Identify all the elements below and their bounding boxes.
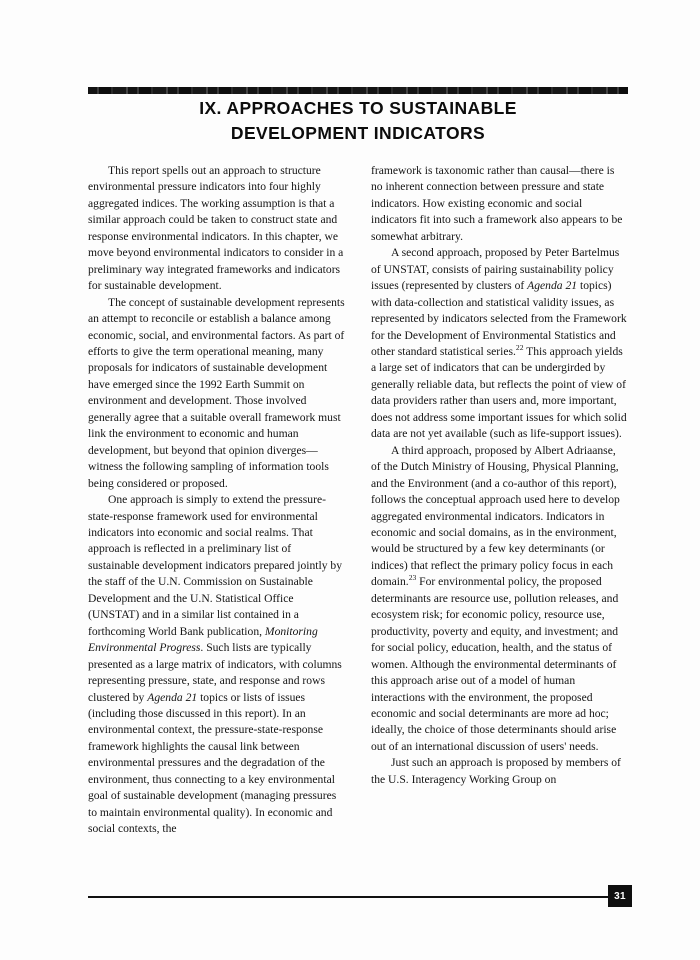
paragraph <box>371 245 628 442</box>
agenda-21-reference: Agenda 21 <box>147 690 198 704</box>
chapter-title-line-1: IX. APPROACHES TO SUSTAINABLE <box>199 98 517 118</box>
paragraph-text: A second approach, proposed by Peter Bartelmus of UNSTAT, consists of pairing sustainability policy issues (represented by clusters of <box>371 246 620 293</box>
paragraph-text: This approach yields a large set of indicators that can be undergirded by generally reliable data, but reflects the point of view of data providers rather than users and, more important, does not address some important issues for which solid data are not yet available (such as life-support issues). <box>371 344 627 441</box>
paragraph-text: . Such lists are typically presented as a large matrix of indicators, with columns representing pressure, state, and response and rows clustered by <box>88 641 342 704</box>
chapter-title-line-2: DEVELOPMENT INDICATORS <box>230 123 486 143</box>
publication-title: Monitoring Environmental Progress <box>88 624 318 655</box>
footer-rule <box>88 896 612 898</box>
footnote-marker: 22 <box>515 343 524 353</box>
footnote-marker: 23 <box>408 573 417 583</box>
paragraph: This report spells out an approach to structure environmental pressure indicators into four highly aggregated indices. The working assumption is that a similar approach could be taken to construct state and response environmental indicators. In this chapter, we move beyond environmental indicators to consider in a preliminary way integrated frameworks and indicators for sustainable development. <box>88 164 344 293</box>
paragraph-text: topics) with data-collection and statistical validity issues, as represented by indicators selected from the Framework for the Development of Environmental Statistics and other standard statistical series. <box>371 279 627 358</box>
paragraph: framework is taxonomic rather than causal—there is no inherent connection between pressure and state indicators. How existing economic and social indicators fit into such a framework also appears to be somewhat arbitrary. <box>371 164 623 243</box>
chapter-header-rule <box>88 87 628 94</box>
paragraph <box>371 443 628 756</box>
paragraph-text: One approach is simply to extend the pressure-state-response framework used for environmental indicators into economic and social realms. That approach is reflected in a preliminary list of sustainable development indicators prepared jointly by the staff of the U.N. Commission on Sustainable Development and the U.N. Statistical Office (UNSTAT) and in a similar list contained in a forthcoming World Bank publication, <box>88 493 343 638</box>
right-column <box>371 163 628 873</box>
paragraph: Just such an approach is proposed by members of the U.S. Interagency Working Group on <box>371 756 621 786</box>
body-columns <box>88 163 628 873</box>
paragraph-text: topics or lists of issues (including those discussed in this report). In an environmental context, the pressure-state-response framework highlights the causal link between environmental pressures and the degradation of the environment, thus connecting to a key environmental goal of sustainable development (managing pressures to maintain environmental quality). In economic and social contexts, the <box>88 690 337 836</box>
agenda-21-reference: Agenda 21 <box>527 279 578 293</box>
paragraph: The concept of sustainable development represents an attempt to reconcile or establish a balance among economic, social, and environmental factors. As part of efforts to give the term operational meaning, many proposals for indicators of sustainable development have emerged since the 1992 Earth Summit on environment and development. Those involved generally agree that a suitable overall framework must link the environment to economic and human development, but beyond that opinion diverges—witness the following sampling of information tools being considered or proposed. <box>88 295 345 490</box>
paragraph-text: For environmental policy, the proposed determinants are resource use, pollution releases, and ecosystem risk; for economic policy, resource use, productivity, poverty and equity, and investment; and for social policy, education, health, and the status of women. Although the environmental determinants of this approach arise out of a model of human interactions with the environment, the proposed economic and social determinants are more ad hoc; ideally, the choice of those determinants should arise out of an international discussion of users' needs. <box>371 575 619 753</box>
paragraph <box>88 492 345 838</box>
left-column <box>88 163 345 873</box>
page-number-badge: 31 <box>608 885 632 907</box>
page-title <box>88 96 628 146</box>
paragraph-text: A third approach, proposed by Albert Adriaanse, of the Dutch Ministry of Housing, Physical Planning, and the Environment (and a co-author of this report), follows the conceptual approach used here to develop aggregated environmental indicators. Indicators in economic and social domains, as in the environment, would be structured by a few key determinants (or indices) that reflect the primary policy focus in each domain. <box>371 443 620 589</box>
